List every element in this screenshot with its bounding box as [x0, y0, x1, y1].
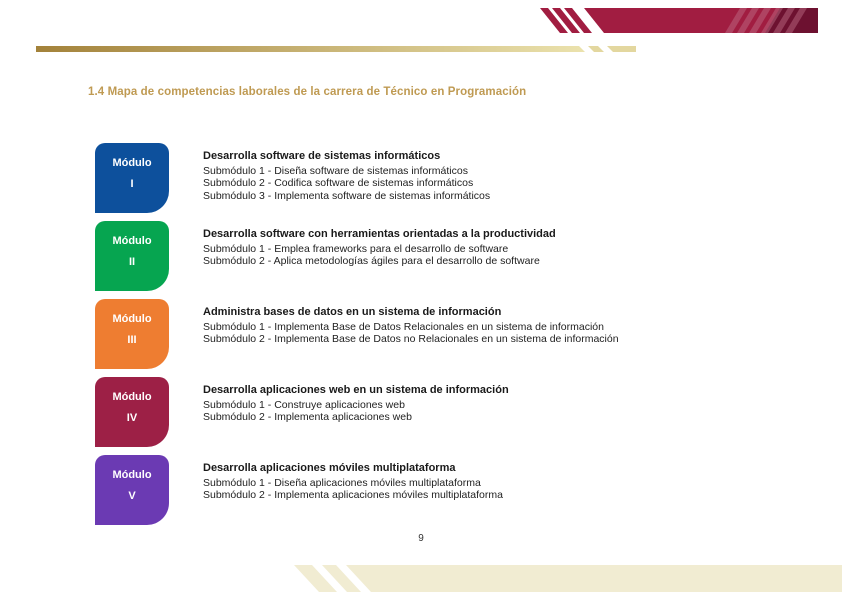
module-label: Módulo	[112, 234, 152, 247]
module-row-1	[95, 143, 795, 213]
module-label: Módulo	[112, 156, 152, 169]
module-badge-1	[95, 143, 169, 213]
module-submodule: Submódulo 1 - Emplea frameworks para el desarrollo de software	[203, 243, 509, 255]
module-submodule: Submódulo 1 - Diseña aplicaciones móviles multiplataforma	[203, 477, 481, 489]
module-numeral: V	[128, 489, 136, 502]
module-submodule: Submódulo 2 - Implementa aplicaciones móviles multiplataforma	[203, 489, 503, 502]
gold-bar-piece-3	[607, 46, 636, 52]
module-label: Módulo	[112, 312, 152, 325]
module-texts	[203, 143, 490, 202]
module-row-3	[95, 299, 795, 369]
module-submodule: Submódulo 2 - Aplica metodologías ágiles para el desarrollo de software	[203, 255, 540, 268]
gold-bar-piece-2	[588, 46, 604, 52]
footer-ribbon	[0, 565, 842, 592]
competency-map	[95, 143, 795, 525]
module-title: Desarrolla software con herramientas orientadas a la productividad	[203, 228, 556, 240]
module-texts	[203, 299, 619, 346]
module-row-2	[95, 221, 795, 291]
module-badge-2	[95, 221, 169, 291]
module-title: Administra bases de datos en un sistema de información	[203, 306, 502, 318]
module-title: Desarrolla aplicaciones web en un sistema de información	[203, 384, 509, 396]
module-numeral: II	[128, 255, 136, 268]
page-number: 9	[418, 533, 424, 544]
module-texts	[203, 455, 503, 502]
module-row-4	[95, 377, 795, 447]
module-submodule: Submódulo 1 - Diseña software de sistemas informáticos	[203, 165, 468, 177]
module-numeral: I	[130, 177, 134, 190]
module-submodule: Submódulo 3 - Implementa software de sistemas informáticos	[203, 189, 491, 202]
module-row-5	[95, 455, 795, 525]
module-texts	[203, 221, 556, 268]
gold-bar-main	[36, 46, 585, 52]
footer-body	[346, 565, 842, 592]
module-submodule: Submódulo 2 - Codifica software de sistemas informáticos	[203, 177, 474, 190]
module-submodule: Submódulo 2 - Implementa Base de Datos no Relacionales en un sistema de información	[203, 333, 619, 346]
module-badge-5	[95, 455, 169, 525]
module-label: Módulo	[112, 468, 152, 481]
module-badge-3	[95, 299, 169, 369]
module-submodule: Submódulo 1 - Implementa Base de Datos Relacionales en un sistema de información	[203, 321, 604, 333]
module-label: Módulo	[112, 390, 152, 403]
module-title: Desarrolla software de sistemas informáticos	[203, 150, 441, 162]
gold-divider-bar	[36, 46, 636, 52]
module-numeral: III	[127, 333, 137, 346]
module-submodule: Submódulo 2 - Implementa aplicaciones web	[203, 411, 412, 424]
module-numeral: IV	[126, 411, 138, 424]
module-badge-4	[95, 377, 169, 447]
module-texts	[203, 377, 509, 424]
module-title: Desarrolla aplicaciones móviles multiplataforma	[203, 462, 456, 474]
header-ribbon	[540, 8, 818, 33]
section-title: 1.4 Mapa de competencias laborales de la carrera de Técnico en Programación	[88, 86, 527, 98]
module-submodule: Submódulo 1 - Construye aplicaciones web	[203, 399, 405, 411]
